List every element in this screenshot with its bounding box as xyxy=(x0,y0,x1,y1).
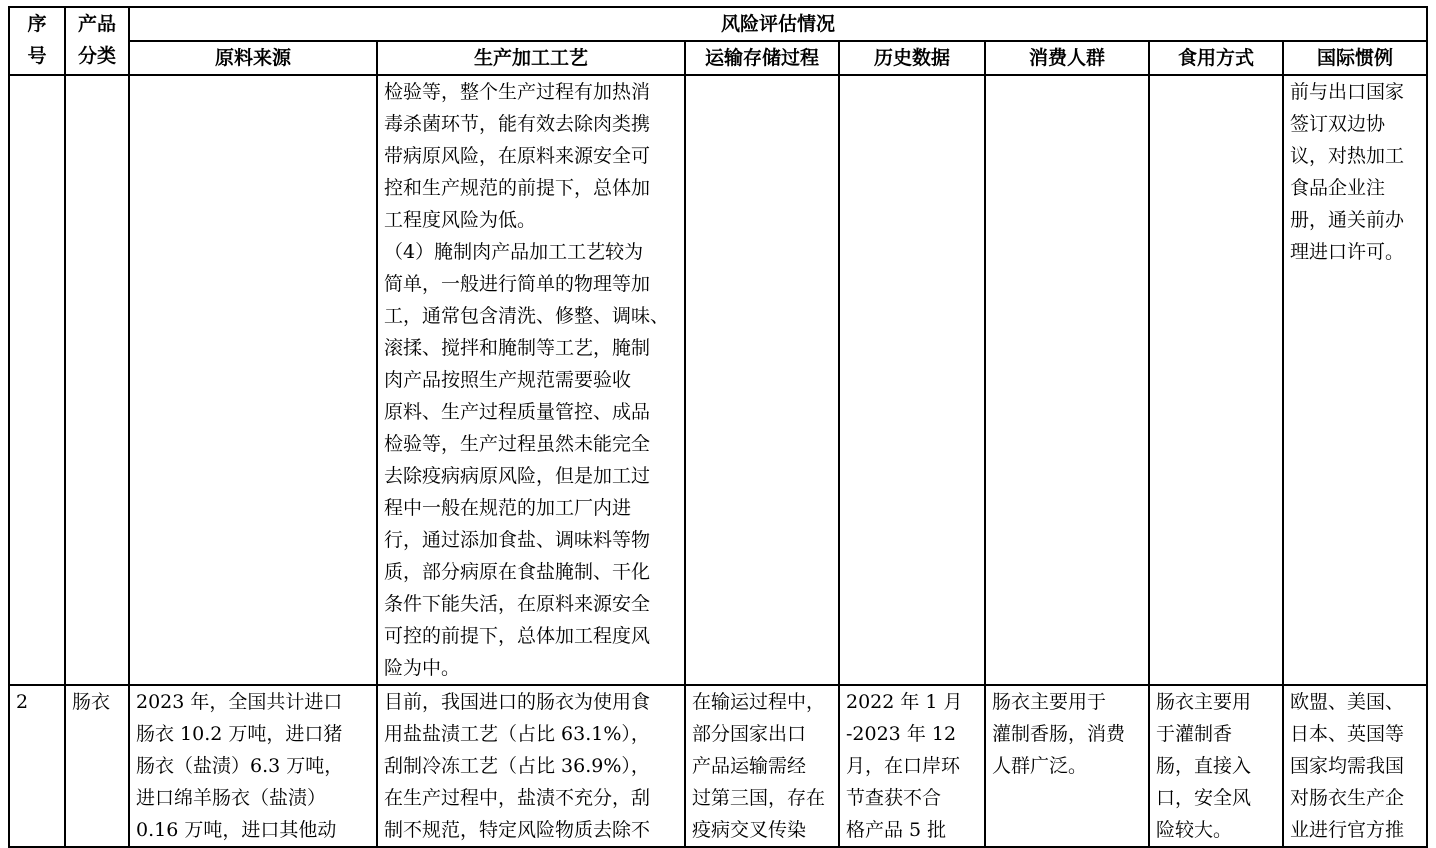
header-seq: 序 号 xyxy=(9,7,65,75)
header-raw-source: 原料来源 xyxy=(129,41,377,75)
cell-consumers xyxy=(985,75,1149,685)
header-intl: 国际惯例 xyxy=(1283,41,1427,75)
cell-category: 肠衣 xyxy=(65,685,129,847)
header-usage: 食用方式 xyxy=(1149,41,1283,75)
cell-raw-source xyxy=(129,75,377,685)
header-process: 生产加工工艺 xyxy=(377,41,685,75)
cell-seq xyxy=(9,75,65,685)
cell-intl: 前与出口国家 签订双边协 议，对热加工 食品企业注 册，通关前办 理进口许可。 xyxy=(1283,75,1427,685)
header-consumers: 消费人群 xyxy=(985,41,1149,75)
cell-intl: 欧盟、美国、 日本、英国等 国家均需我国 对肠衣生产企 业进行官方推 xyxy=(1283,685,1427,847)
header-category: 产品 分类 xyxy=(65,7,129,75)
cell-transport xyxy=(685,75,839,685)
cell-category xyxy=(65,75,129,685)
cell-raw-source: 2023 年，全国共计进口 肠衣 10.2 万吨，进口猪 肠衣（盐渍）6.3 万吨， 进口绵羊肠衣（盐渍） 0.16 万吨，进口其他动 xyxy=(129,685,377,847)
cell-process: 检验等，整个生产过程有加热消 毒杀菌环节，能有效去除肉类携 带病原风险，在原料来源安全可 控和生产规范的前提下，总体加 工程度风险为低。 （4）腌制肉产品加工工艺较为 简单，一般进行简单的物理等加 工，通常包含清洗、修整、调味、 滚揉、搅拌和腌制等工艺，腌制 肉产品按照生产规范需要验收 原料、生产过程质量管控、成品 检验等，生产过程虽然未能完全 去除疫病病原风险，但是加工过 程中一般在规范的加工厂内进 行，通过添加食盐、调味料等物 质，部分病原在食盐腌制、干化 条件下能失活，在原料来源安全 可控的前提下，总体加工程度风 险为中。 xyxy=(377,75,685,685)
table-row xyxy=(9,685,1427,847)
table-row xyxy=(9,75,1427,685)
header-transport: 运输存储过程 xyxy=(685,41,839,75)
cell-usage xyxy=(1149,75,1283,685)
cell-process: 目前，我国进口的肠衣为使用食 用盐盐渍工艺（占比 63.1%）， 刮制冷冻工艺（占比 36.9%）， 在生产过程中，盐渍不充分，刮 制不规范，特定风险物质去除不 xyxy=(377,685,685,847)
cell-transport: 在输运过程中， 部分国家出口 产品运输需经 过第三国，存在 疫病交叉传染 xyxy=(685,685,839,847)
cell-consumers: 肠衣主要用于 灌制香肠，消费 人群广泛。 xyxy=(985,685,1149,847)
cell-seq: 2 xyxy=(9,685,65,847)
cell-history xyxy=(839,75,985,685)
header-risk-group: 风险评估情况 xyxy=(129,7,1427,41)
cell-usage: 肠衣主要用 于灌制香 肠，直接入 口，安全风 险较大。 xyxy=(1149,685,1283,847)
risk-assessment-table xyxy=(8,6,1428,848)
cell-history: 2022 年 1 月 -2023 年 12 月，在口岸环 节查获不合 格产品 5 批 xyxy=(839,685,985,847)
header-history: 历史数据 xyxy=(839,41,985,75)
